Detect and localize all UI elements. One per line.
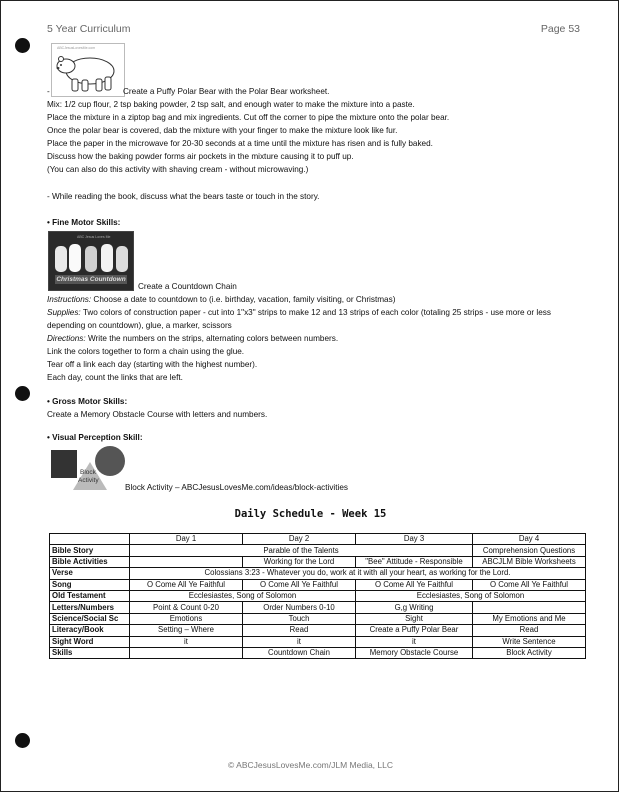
schedule-cell: Ecclesiastes, Song of Solomon: [130, 590, 356, 601]
schedule-cell: [130, 647, 243, 658]
schedule-row: [50, 590, 586, 601]
schedule-row-label: Sight Word: [50, 636, 130, 647]
block-activity-caption: Block Activity – ABCJesusLovesMe.com/ideas/block-activities: [125, 483, 348, 492]
schedule-row: [50, 545, 586, 556]
binder-hole-icon: [15, 733, 30, 748]
schedule-cell: O Come All Ye Faithful: [473, 579, 586, 590]
copyright-footer: © ABCJesusLovesMe.com/JLM Media, LLC: [228, 760, 393, 770]
directions-line: [47, 333, 338, 344]
schedule-cell: Setting – Where: [130, 625, 243, 636]
schedule-row-label: Old Testament: [50, 590, 130, 601]
schedule-row-label: Song: [50, 579, 130, 590]
chain-step: Each day, count the links that are left.: [47, 373, 183, 382]
block-image-text-2: Activity: [78, 477, 99, 484]
schedule-row-label: Literacy/Book: [50, 625, 130, 636]
countdown-chain-image: [48, 231, 134, 291]
supplies-line-2: depending on countdown), glue, a marker, scissors: [47, 321, 232, 330]
schedule-cell: [473, 602, 586, 613]
fine-motor-heading: • Fine Motor Skills:: [47, 218, 121, 227]
block-activity-image: [49, 444, 127, 492]
gross-motor-text: Create a Memory Obstacle Course with letters and numbers.: [47, 410, 268, 419]
schedule-cell: [130, 556, 243, 567]
schedule-row-label: Letters/Numbers: [50, 602, 130, 613]
schedule-title: Daily Schedule - Week 15: [234, 508, 387, 520]
schedule-row: [50, 647, 586, 658]
schedule-cell: it: [130, 636, 243, 647]
binder-hole-icon: [15, 38, 30, 53]
supplies-line: [47, 307, 551, 318]
schedule-row: [50, 579, 586, 590]
schedule-cell: Read: [473, 625, 586, 636]
instructions-line: [47, 294, 395, 305]
schedule-cell: ABCJLM Bible Worksheets: [473, 556, 586, 567]
schedule-cell: Comprehension Questions: [473, 545, 586, 556]
schedule-cell: it: [356, 636, 473, 647]
schedule-cell: Write Sentence: [473, 636, 586, 647]
schedule-row: [50, 602, 586, 613]
curriculum-header: 5 Year Curriculum: [47, 23, 131, 35]
visual-perception-heading: • Visual Perception Skill:: [47, 433, 143, 442]
day-header: Day 2: [243, 534, 356, 545]
day-header: Day 3: [356, 534, 473, 545]
schedule-cell: Block Activity: [473, 647, 586, 658]
schedule-body: [50, 534, 586, 659]
schedule-row-label: Bible Activities: [50, 556, 130, 567]
block-image-text-1: Block: [80, 469, 96, 476]
schedule-cell: it: [243, 636, 356, 647]
book-discussion-line: - While reading the book, discuss what the bears taste or touch in the story.: [47, 192, 320, 201]
directions-text: Write the numbers on the strips, alternating colors between numbers.: [85, 334, 339, 343]
bear-step-line: Place the paper in the microwave for 20-30 seconds at a time until the mixture has risen and is fully baked.: [47, 139, 433, 148]
countdown-image-label: Christmas Countdown: [56, 276, 126, 283]
schedule-cell: Order Numbers 0-10: [243, 602, 356, 613]
schedule-cell: Ecclesiastes, Song of Solomon: [356, 590, 586, 601]
schedule-cell: Create a Puffy Polar Bear: [356, 625, 473, 636]
schedule-row: [50, 613, 586, 624]
chain-step: Tear off a link each day (starting with the highest number).: [47, 360, 258, 369]
bear-step-line: Once the polar bear is covered, dab the mixture with your finger to make the mixture look like fur.: [47, 126, 398, 135]
schedule-cell: Memory Obstacle Course: [356, 647, 473, 658]
supplies-label: Supplies:: [47, 308, 81, 317]
polar-bear-image-caption: ABCJesusLovesMe.com: [57, 46, 96, 50]
countdown-title: Create a Countdown Chain: [138, 282, 237, 291]
bear-activity-title: Create a Puffy Polar Bear with the Polar Bear worksheet.: [123, 87, 330, 96]
schedule-row-label: Verse: [50, 568, 130, 579]
schedule-cell: Working for the Lord: [243, 556, 356, 567]
schedule-cell: Emotions: [130, 613, 243, 624]
schedule-cell: Point & Count 0-20: [130, 602, 243, 613]
schedule-cell: O Come All Ye Faithful: [130, 579, 243, 590]
binder-hole-icon: [15, 386, 30, 401]
polar-bear-icon: [52, 44, 124, 96]
page-number: Page 53: [540, 23, 580, 35]
schedule-row-label: Skills: [50, 647, 130, 658]
gross-motor-heading: • Gross Motor Skills:: [47, 397, 128, 406]
schedule-row: [50, 556, 586, 567]
instructions-text: Choose a date to countdown to (i.e. birthday, vacation, family visiting, or Christmas): [91, 295, 396, 304]
schedule-cell: Colossians 3:23 - Whatever you do, work at it with all your heart, as working for the Lord.: [130, 568, 586, 579]
countdown-image-brand: ABC Jesus Loves Me: [77, 235, 111, 239]
schedule-cell: "Bee" Attitude - Responsible: [356, 556, 473, 567]
schedule-row-label: Science/Social Sc: [50, 613, 130, 624]
schedule-cell: Parable of the Talents: [130, 545, 473, 556]
day-header: Day 4: [473, 534, 586, 545]
instructions-label: Instructions:: [47, 295, 92, 304]
polar-bear-image: [51, 43, 125, 97]
schedule-cell: G,g Writing: [356, 602, 473, 613]
schedule-cell: Read: [243, 625, 356, 636]
schedule-row-label: Bible Story: [50, 545, 130, 556]
schedule-row: [50, 568, 586, 579]
schedule-cell: Touch: [243, 613, 356, 624]
schedule-row: [50, 636, 586, 647]
daily-schedule-table: [49, 533, 586, 659]
schedule-cell: Sight: [356, 613, 473, 624]
schedule-cell: O Come All Ye Faithful: [356, 579, 473, 590]
bear-note-line: (You can also do this activity with shaving cream - without microwaving.): [47, 165, 309, 174]
bear-step-line: Place the mixture in a ziptop bag and mix ingredients. Cut off the corner to pipe the mixture onto the polar bear.: [47, 113, 450, 122]
chain-step: Link the colors together to form a chain using the glue.: [47, 347, 245, 356]
schedule-cell: O Come All Ye Faithful: [243, 579, 356, 590]
schedule-corner-cell: [50, 534, 130, 545]
directions-label: Directions:: [47, 334, 86, 343]
schedule-header-row: [50, 534, 586, 545]
supplies-text: Two colors of construction paper - cut into 1"x3" strips to make 12 and 13 strips of each color (totaling 25 strips - use more or less: [80, 308, 551, 317]
block-shapes-icon: [49, 444, 127, 492]
bear-dash: -: [47, 87, 50, 96]
bear-step-line: Discuss how the baking powder forms air pockets in the mixture causing it to puff up.: [47, 152, 354, 161]
schedule-cell: My Emotions and Me: [473, 613, 586, 624]
schedule-cell: Countdown Chain: [243, 647, 356, 658]
day-header: Day 1: [130, 534, 243, 545]
paper-chain-icon: [49, 236, 133, 280]
bear-mix-line: Mix: 1/2 cup flour, 2 tsp baking powder, 2 tsp salt, and enough water to make the mixture into a paste.: [47, 100, 415, 109]
schedule-row: [50, 625, 586, 636]
